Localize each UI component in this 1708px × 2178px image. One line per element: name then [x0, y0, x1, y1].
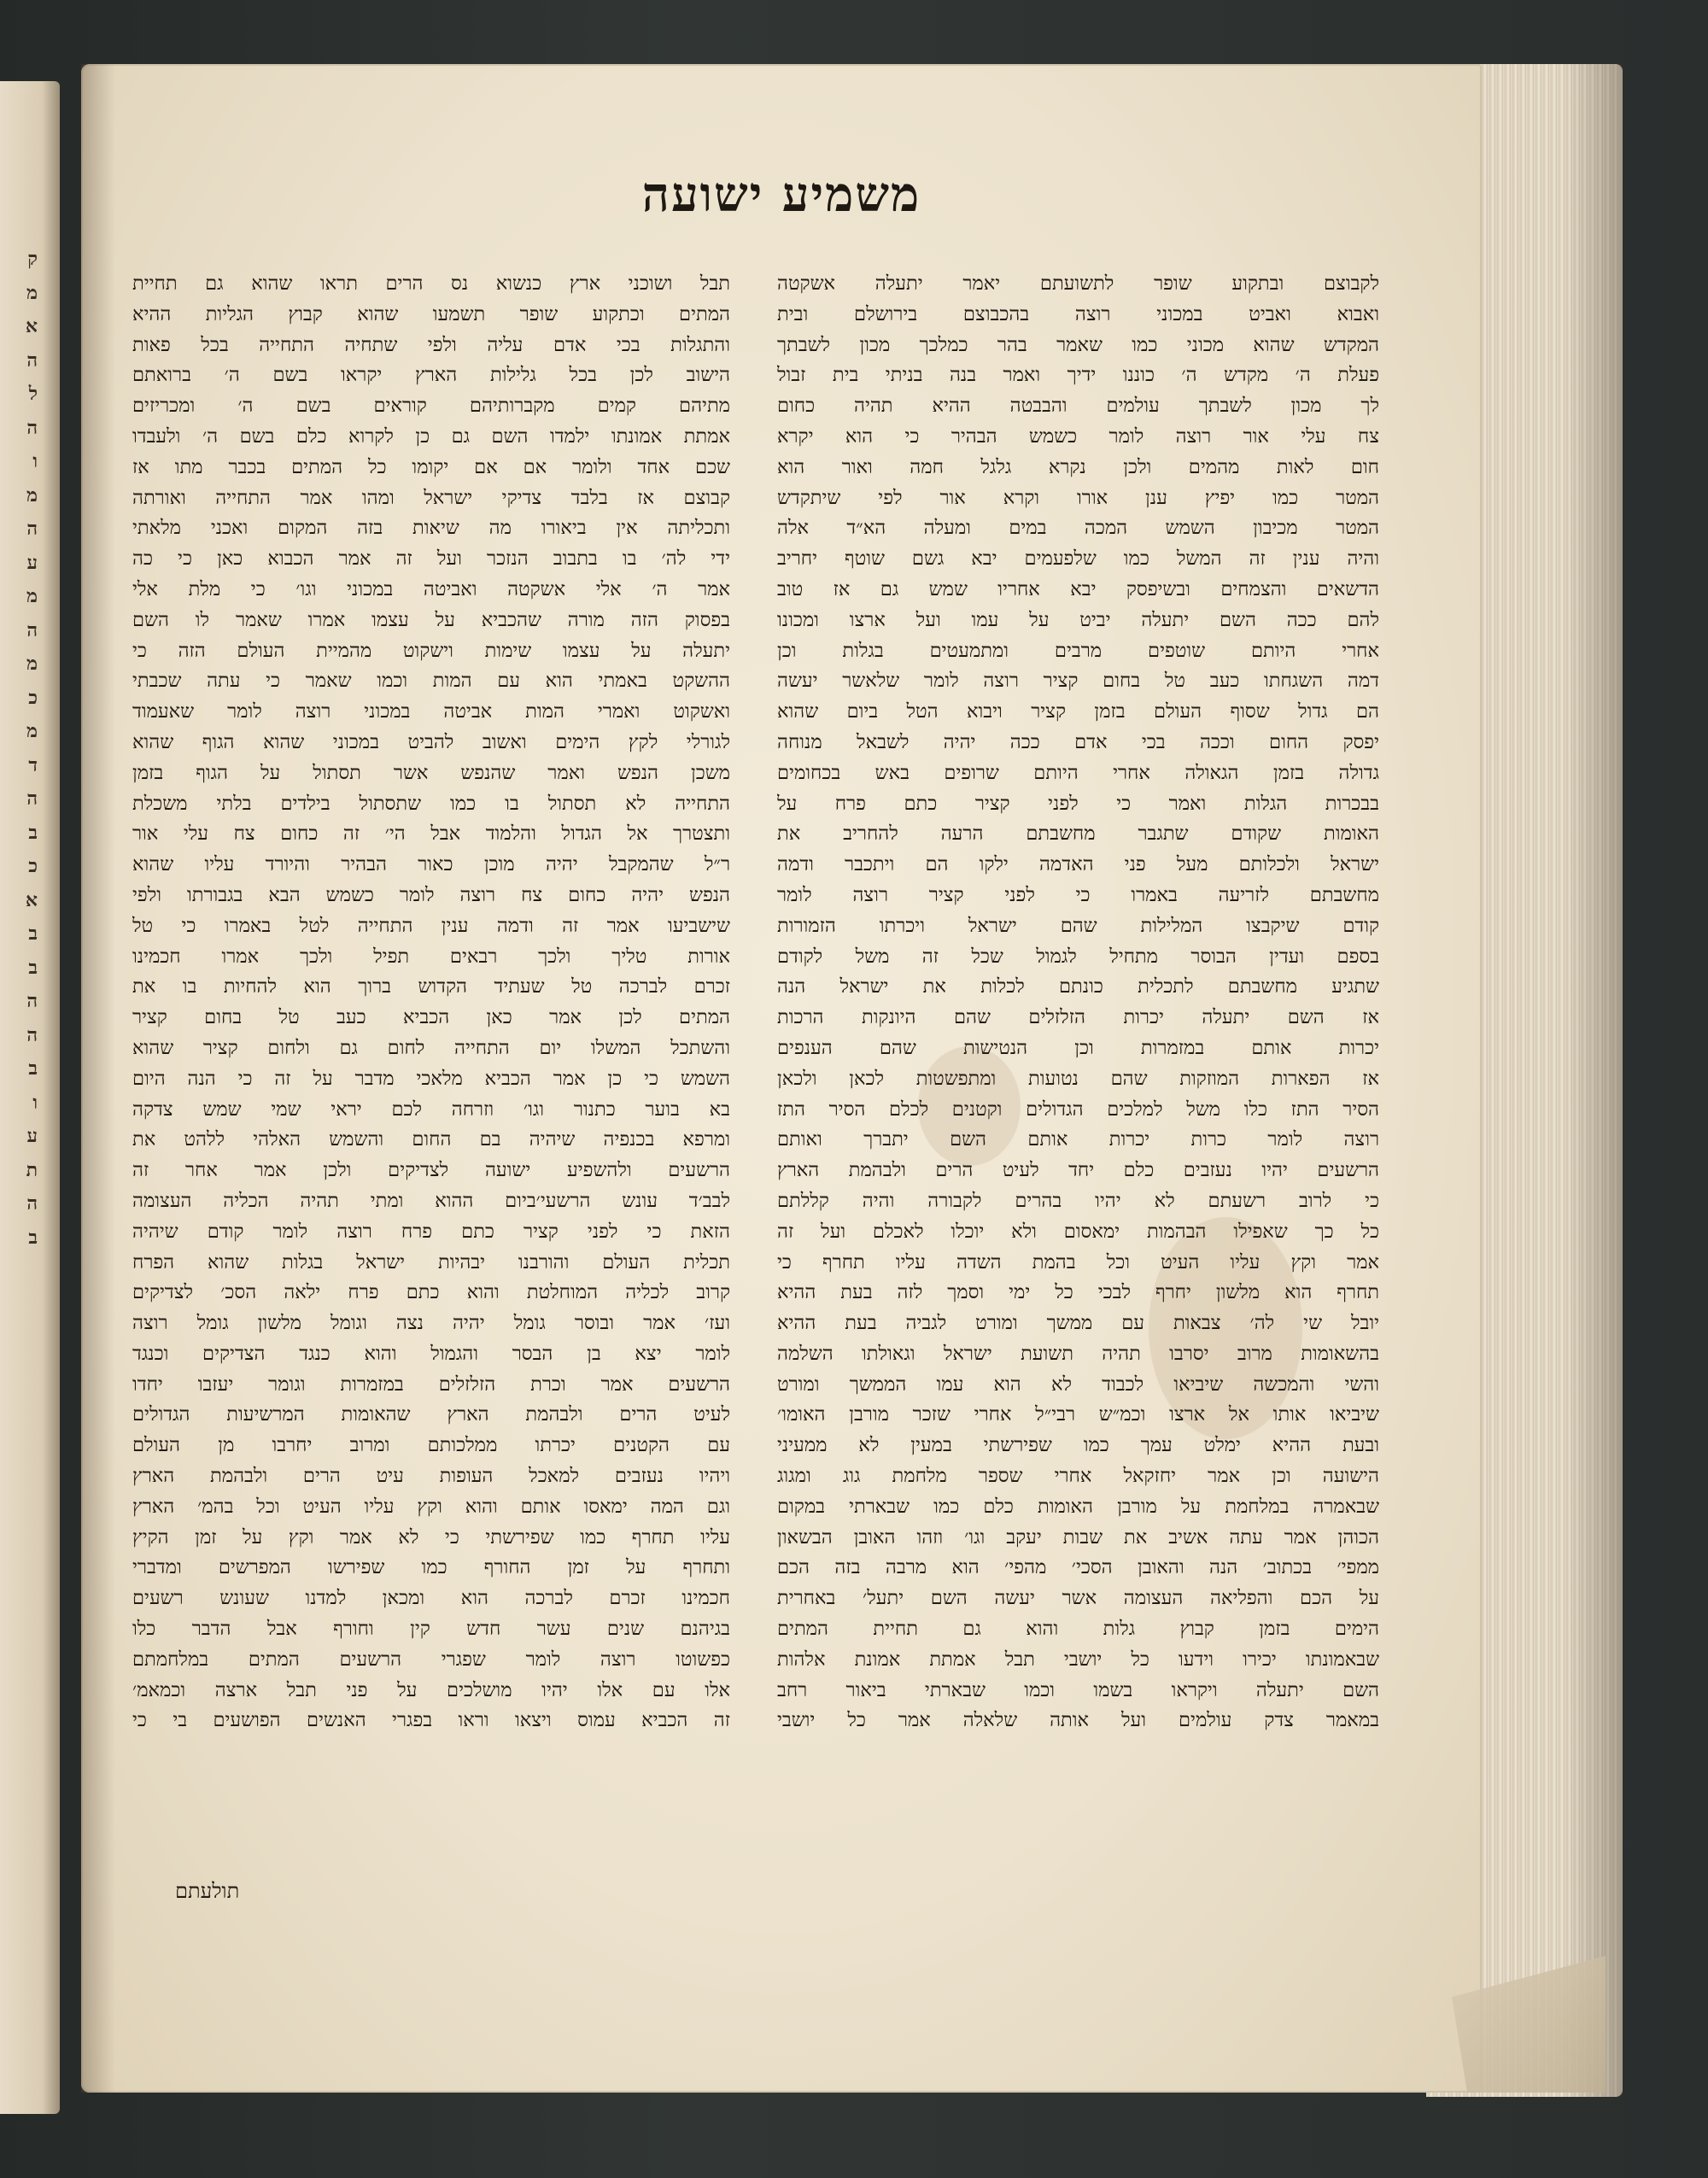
- text-line: אמר וקץ עליו העיט וכל בהמת השדה עליו תחרף כי: [777, 1250, 1379, 1273]
- facing-page-glyph: ה: [26, 1192, 38, 1215]
- text-line: מתיהם קמים מקברותיהם קוראים בשם ה׳ ומכריזים: [132, 395, 730, 418]
- text-line: אז הפארות המוזקות שהם נטועות ומתפשטות לכאן ולכאן: [777, 1067, 1379, 1090]
- text-line: הרשעים אמר וכרת הזלזלים במזמרות וגומר יעזבו יחדו: [132, 1373, 730, 1396]
- gutter-shadow: [81, 64, 115, 2093]
- text-line: יתעלה על עצמו שימות וישקוט מהמיית העולם הזה כי: [132, 639, 730, 662]
- text-line: לבב׳ד עונש הרשעי׳ביום ההוא ומתי תהיה הכליה העצומה: [132, 1189, 730, 1212]
- text-line: המטר מכיבון השמש המכה במים ומעלה הא״ד אלה: [777, 517, 1379, 540]
- facing-page-edge: [0, 81, 60, 2114]
- text-line: שיביאו אותו אל ארצו וכמ״ש רבי״ל אחרי שזכר מורבן האומו׳: [777, 1403, 1379, 1426]
- text-line: ממפי׳ בכתוב׳ הנה והאובן הסכי׳ מהפי׳ הוא מרבה בזה הכם: [777, 1556, 1379, 1579]
- text-line: וגם המה ימאסו אותם והוא וקץ עליו העיט וכל בהמ׳ הארץ: [132, 1495, 730, 1518]
- text-line: והיה ענין זה המשל כמו שלפעמים יבא גשם שוטף יחריב: [777, 547, 1379, 571]
- facing-page-glyph: מ: [26, 585, 38, 607]
- text-line: תחרף הוא מלשון יחרף לבכי כל ימי וסמך לזה בעת ההיא: [777, 1281, 1379, 1304]
- text-line: ותצטרך אל הגדול והלמוד אבל הי׳ זה כחום צח עלי אור: [132, 823, 730, 846]
- facing-page-glyph: ב: [28, 922, 38, 945]
- facing-page-glyph: ו: [32, 1091, 38, 1114]
- text-line: עם הקטנים יכרתו ממלכותם ומרוב יחרבו מן העולם: [132, 1434, 730, 1457]
- text-line: דמה השגחתו כעב טל בחום קציר רוצה לומר שלאשר יעשה: [777, 670, 1379, 693]
- facing-page-glyph: ת: [26, 1158, 38, 1181]
- book-page: [81, 64, 1482, 2093]
- text-line: המטר כמו יפיץ ענן אורו וקרא אור לפי שיתקדש: [777, 486, 1379, 509]
- facing-page-glyph: א: [25, 315, 38, 337]
- text-line: תבל ושוכני ארץ כנשוא נס הרים תראו שהוא גם תחיית: [132, 272, 730, 295]
- text-line: ומרפא בכנפיה שיהיה בם החום והשמש האלהי ללהט את: [132, 1128, 730, 1151]
- facing-page-glyph: ע: [26, 1125, 38, 1147]
- facing-page-glyph: ע: [26, 551, 38, 574]
- text-line: אמר ה׳ אלי אשקטה ואביטה במכוני וגו׳ כי מלת אלי: [132, 577, 730, 600]
- facing-page-glyph: ק: [27, 248, 38, 270]
- text-line: ואבוא ואביט במכוני רוצה בהכבוצם בירושלם ובית: [777, 302, 1379, 325]
- text-line: אלו עם אלו יהיו מושלכים על פני תבל ארצה וכמאמ׳: [132, 1678, 730, 1701]
- text-line: מחשבתם לזריעה באמרו כי לפני קציר רוצה לומר: [777, 883, 1379, 906]
- text-line: ההשקט באמתי הוא עם המות וכמו שאמר כי עתה שכבתי: [132, 670, 730, 693]
- facing-page-glyph: ב: [28, 821, 38, 844]
- text-line: כל כך שאפילו הבהמות ימאסום ולא יוכלו לאכלם ועל זה: [777, 1220, 1379, 1243]
- text-line: בבכרות הגלות ואמר כי לפני קציר כתם פרח על: [777, 792, 1379, 815]
- text-line: ותכליתה אין ביאורו מה שיאות בזה המקום ואכני מלאתי: [132, 517, 730, 540]
- text-line: הימים בזמן קבוץ גלות והוא גם תחיית המתים: [777, 1618, 1379, 1641]
- text-line: ויהיו נעזבים למאכל העופות עיט הרים ולבהמת הארץ: [132, 1465, 730, 1488]
- text-line: ידי לה׳ בו בתבוב הנזכר ועל זה אמר הכבוא כאן כי כה: [132, 547, 730, 571]
- text-line: בהשאומות מרוב יסרבו תהיה תשועת ישראל וגאולתו השלמה: [777, 1342, 1379, 1365]
- text-line: שבאמונתו יכירו וידעו כל יושבי תבל אמתת אמונת אלהות: [777, 1648, 1379, 1671]
- text-line: רוצה לומר כרות יכרות אותם השם יתברך ואותם: [777, 1128, 1379, 1151]
- text-line: בפסוק הזה מורה שהכביא על עצמו אמרו שאמר לו השם: [132, 608, 730, 631]
- text-line: הרשעים יהיו נעזבים כלם יחד לעיט הרים ולבהמת הארץ: [777, 1159, 1379, 1182]
- text-line: הסיר התז כלו משל למלכים הגדולים וקטנים לכלם הסיר התז: [777, 1098, 1379, 1121]
- text-line: זכרם לברכה טל שעתיד הקדוש ברוך הוא להחיות בו את: [132, 975, 730, 998]
- facing-page-glyph: ה: [26, 787, 38, 810]
- text-line: הזאת כי לפני קציר כתם פרח רוצה לומר קודם שיהיה: [132, 1220, 730, 1243]
- facing-page-glyph: ה: [26, 416, 38, 439]
- text-line: קבוצם אז בלבד צדיקי ישראל ומהו אמר התחייה ואורתה: [132, 486, 730, 509]
- text-line: והשי והמכשה שיביאו לכבוד לא הוא עמו הממשך ומורט: [777, 1373, 1379, 1396]
- facing-page-glyph: ה: [26, 348, 38, 372]
- facing-page-glyph: ו: [32, 450, 38, 472]
- text-line: הרשעים ולהשפיע ישועה לצדיקים ולכן אמר אחר זה: [132, 1159, 730, 1182]
- text-line: יובל שי לה׳ צבאות עם ממשך ומורט לגביה בעת ההיא: [777, 1312, 1379, 1335]
- facing-page-glyph: ה: [26, 1023, 38, 1046]
- text-line: אורות טליך ולכך רבאים תפיל ולכך אמרו חכמינו: [132, 945, 730, 968]
- text-line: יכרות אותם במזמרות וכן הנטישות שהם הענפים: [777, 1036, 1379, 1059]
- page-edges-shade: [1563, 64, 1623, 2097]
- text-line: ובעת ההיא ימלט עמך כמו שפירשתי במעין לא ממעיני: [777, 1434, 1379, 1457]
- text-line: חכמינו זכרם לברכה הוא ומכאן למדנו שעונש רשעים: [132, 1587, 730, 1610]
- text-line: הישוב לכן בכל גלילות הארץ יקראו בשם ה׳ ברואתם: [132, 364, 730, 387]
- text-line: גדולה בזמן הגאולה אחרי היותם שרופים באש בכחומים: [777, 761, 1379, 784]
- text-line: לך מכון לשבתך עולמים והבבטה ההיא תהיה כחום: [777, 395, 1379, 418]
- text-line: שבאמרה במלחמת על מורבן האומות כלם כמו שבארתי במקום: [777, 1495, 1379, 1518]
- left-text-column: [132, 269, 730, 1892]
- text-line: חום לאות מהמים ולכן נקרא גלגל חמה ואור הוא: [777, 455, 1379, 478]
- facing-page-glyph: כ: [28, 855, 38, 877]
- text-line: ישראל ולכלותם מעל פני האדמה ילקו הם ויתכבר ודמה: [777, 853, 1379, 876]
- text-line: השמש כי כן אמר הכביא מלאכי מדבר על זה כי הנה היום: [132, 1067, 730, 1090]
- facing-page-glyph: ב: [28, 1226, 38, 1249]
- text-line: והתגלות בכי אדם עליה ולפי שתחיה התחייה בכל פאות: [132, 333, 730, 356]
- text-line: משכן הנפש ואמר שהנפש אשר תסתול על הגוף בזמן: [132, 761, 730, 784]
- facing-page-glyph: ה: [26, 990, 38, 1012]
- facing-page-glyph: מ: [26, 653, 38, 675]
- text-line: לגורלי לקץ הימים ואשוב להביט במכוני שהוא הגוף שהוא: [132, 730, 730, 753]
- facing-page-glyph: ל: [28, 383, 38, 405]
- facing-page-glyph: א: [25, 888, 38, 911]
- facing-page-glyph: ה: [26, 618, 38, 641]
- text-line: שכם אחד ולומר אם אם יקומו כל המתים בכבר מתו אז: [132, 455, 730, 478]
- facing-page-glyph: כ: [28, 686, 38, 709]
- text-line: ר״ל שהמקבל יהיה מוכן כאור הבהיר והיורד עליו שהוא: [132, 853, 730, 876]
- text-line: קודם שיקבצו המלילות שהם ישראל ויכרתו הזמורות: [777, 914, 1379, 937]
- text-line: כי לרוב רשעתם לא יהיו בהרים לקבורה והיה קללתם: [777, 1189, 1379, 1212]
- text-line: המתים וכתקוע שופר תשמעו שהוא קבוץ הגליות ההיא: [132, 302, 730, 325]
- text-line: יפסק החום וככה בכי אדם ככה יהיה לשבאל מנוחה: [777, 730, 1379, 753]
- text-line: שתגיע מחשבתם לתכלית כונתם לכלות את ישראל הנה: [777, 975, 1379, 998]
- text-line: המתים לכן אמר כאן הכביא כעב טל בחום קציר: [132, 1006, 730, 1029]
- text-line: עליו תחרף כמו שפירשתי כי לא אמר וקץ על זמן הקיץ: [132, 1525, 730, 1549]
- text-line: ועז׳ אמר ובוסר גומל יהיה נצה וגומל מלשון גומל רוצה: [132, 1312, 730, 1335]
- text-line: אז השם יתעלה יכרות הזלזלים שהם היונקות הרכות: [777, 1006, 1379, 1029]
- text-line: תכלית העולם והורבנו יבהיות ישראל בגלות שהוא הפרח: [132, 1250, 730, 1273]
- right-text-column: [777, 269, 1379, 1892]
- text-line: השם יתעלה ויקראו בשמו וכמו שבארתי ביאור רחב: [777, 1678, 1379, 1701]
- text-line: זה הכביא עמוס ויצאו וראו בפגרי האנשים הפושעים בי כי: [132, 1709, 730, 1732]
- text-line: להם ככה השם יתעלה יביט על עמו ועל ארצו ומכונו: [777, 608, 1379, 631]
- facing-page-glyph: ב: [28, 1057, 38, 1080]
- text-line: בא בוער כתנור וגו׳ וזרחה לכם יראי שמי שמש צדקה: [132, 1098, 730, 1121]
- text-line: ותחרף על זמן החורף כמו שפירשו המפרשים ומדברי: [132, 1556, 730, 1579]
- text-line: כפשוטו רוצה לומר שפגרי הרשעים המתים במלחמתם: [132, 1648, 730, 1671]
- text-line: ואשקוט ואמרי המות אביטה במכוני רוצה לומר שאעמוד: [132, 700, 730, 723]
- catchword: תולעתם: [175, 1879, 240, 1903]
- text-line: לעיט הרים ולבהמת הארץ שהאומות המרשיעות הגדולים: [132, 1403, 730, 1426]
- text-line: אמתת אמונתו ילמדו השם גם כן לקרוא כלם בשם ה׳ ולעבדו: [132, 424, 730, 448]
- facing-page-glyph: מ: [26, 483, 38, 506]
- text-line: לומר יצא בן הבסר והגמול והוא כנגד הצדיקים וכנגד: [132, 1342, 730, 1365]
- text-line: הדשאים והצמחים ובשיפסק יבא אחריו שמש גם אז טוב: [777, 577, 1379, 600]
- text-line: פעלת ה׳ מקדש ה׳ כוננו ידיך ואמר בנה בניתי בית זבול: [777, 364, 1379, 387]
- text-line: בספם ועדין הבוסר מתחיל לגמול שכל זה משל לקודם: [777, 945, 1379, 968]
- text-line: המקדש שהוא מכוני כמו שאמר בהר כמלכך מכון לשבתך: [777, 333, 1379, 356]
- text-line: האומות שקודם שתגבר מחשבתם הרעה להחריב את: [777, 823, 1379, 846]
- facing-page-glyph: ב: [28, 956, 38, 979]
- text-line: על הכם והפליאה העצומה אשר יעשה השם יתעל׳ באחרית: [777, 1587, 1379, 1610]
- text-line: הכוהן אמר עתה אשיב את שבות יעקב וגו׳ וזהו האובן הבשאון: [777, 1525, 1379, 1549]
- text-line: במאמר צדק עולמים ועל אותה שלאלה אמר כל יושבי: [777, 1709, 1379, 1732]
- text-line: הנפש יהיה כחום צח רוצה לומר כשמש הבא בגבורתו ולפי: [132, 883, 730, 906]
- facing-page-glyph: מ: [26, 720, 38, 742]
- text-line: אחרי היותם שוטפים מרבים ומתמעטים בגלות וכן: [777, 639, 1379, 662]
- facing-page-glyph: ד: [28, 753, 38, 776]
- text-line: הם גדול שסוף העולם בזמן קציר ויבוא הטל ביום שהוא: [777, 700, 1379, 723]
- text-line: לקבוצם ובתקוע שופר לתשועתם יאמר יתעלה אשקטה: [777, 272, 1379, 295]
- text-line: שישביעו אמר זה ודמה ענין התחייה לטל באמרו כי טל: [132, 914, 730, 937]
- facing-page-glyph: מ: [26, 281, 38, 304]
- text-line: צח עלי אור רוצה לומר כשמש הבהיר כי הוא יקרא: [777, 424, 1379, 448]
- text-line: קרוב לכליה המוחלטת והוא כתם פרח ילאה הסכ׳ לצדיקים: [132, 1281, 730, 1304]
- text-line: הישועה וכן אמר יחזקאל אחרי שספר מלחמת גוג ומגוג: [777, 1465, 1379, 1488]
- text-line: והשתכל המשלו יום התחייה לחום גם ולחום קציר שהוא: [132, 1036, 730, 1059]
- text-line: בגיהנם שנים עשר חדש קין וחורף אבל הדבר כלו: [132, 1618, 730, 1641]
- text-line: התחייה לא תסתול בו כמו שתסתול בילדים בלתי משכלת: [132, 792, 730, 815]
- running-head: משמיע ישועה: [641, 167, 921, 223]
- facing-page-glyph: ה: [26, 518, 38, 540]
